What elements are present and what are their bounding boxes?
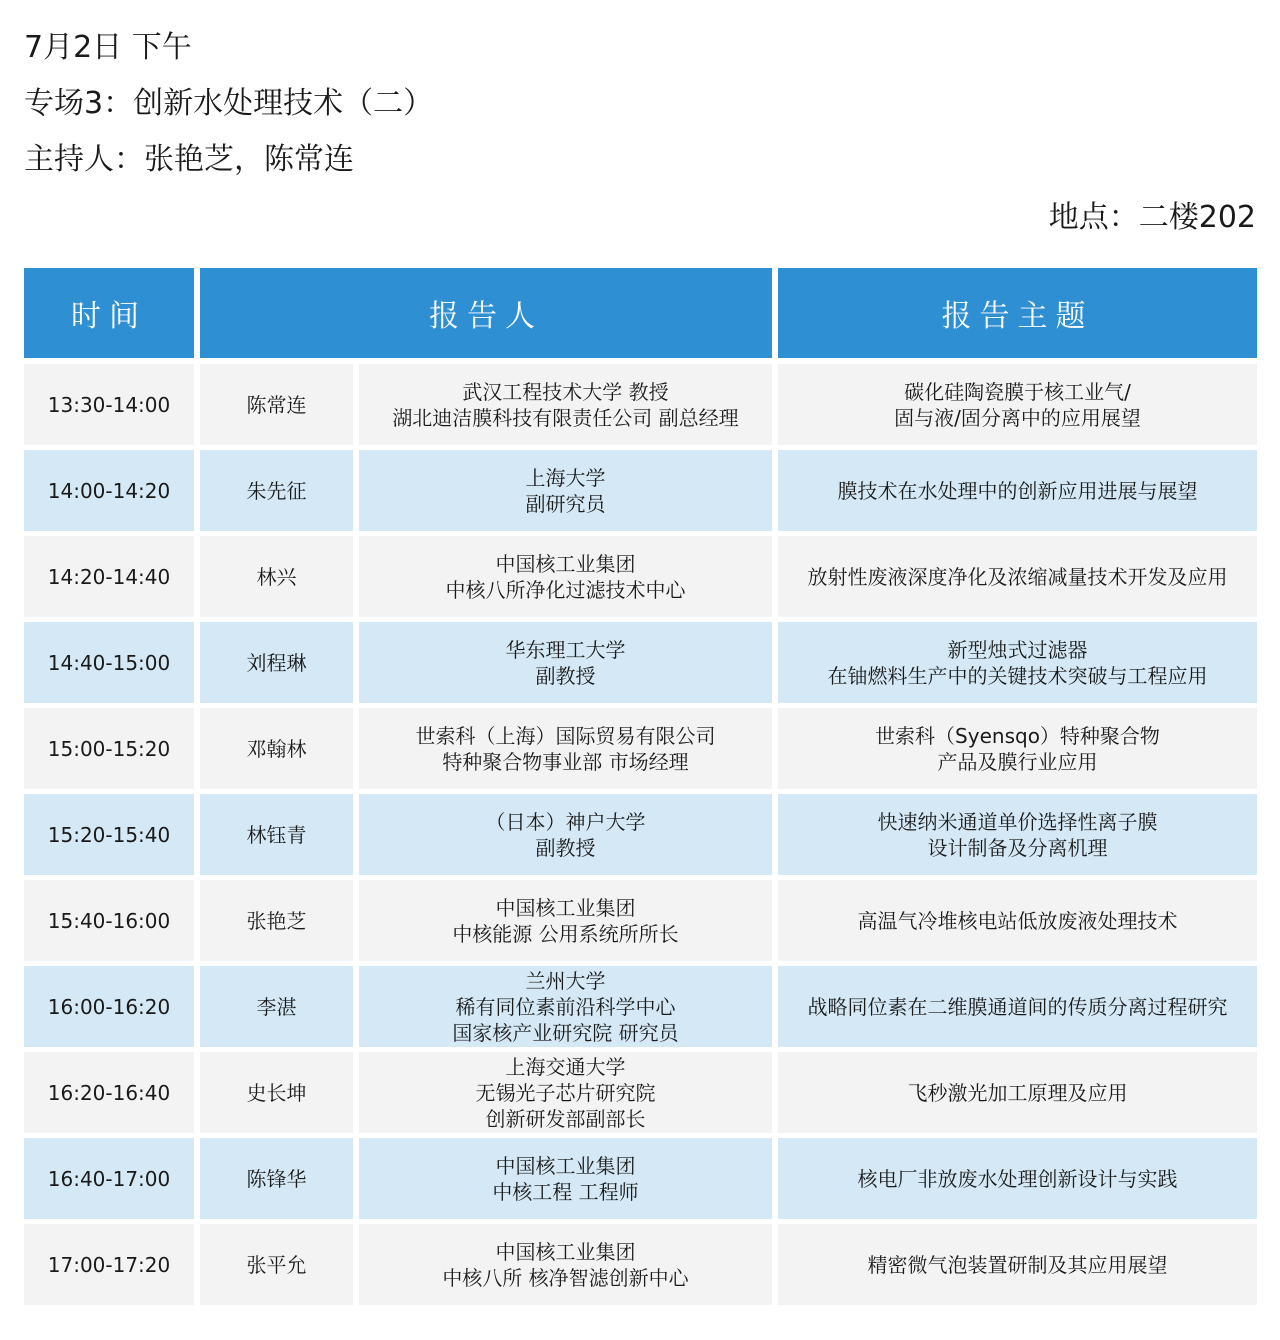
time-cell: 16:00-16:20 bbox=[24, 966, 194, 1047]
topic-line: 精密微气泡装置研制及其应用展望 bbox=[867, 1252, 1168, 1277]
table-row bbox=[24, 622, 1257, 703]
time-cell: 14:00-14:20 bbox=[24, 450, 194, 531]
table-row bbox=[24, 966, 1257, 1047]
schedule-table bbox=[24, 268, 1257, 1310]
speaker-affiliation-cell bbox=[359, 1138, 772, 1219]
affiliation-line: 副研究员 bbox=[525, 491, 606, 516]
affiliation-line: 湖北迪洁膜科技有限责任公司 副总经理 bbox=[392, 405, 739, 430]
speaker-name-cell: 陈锋华 bbox=[200, 1138, 353, 1219]
table-row bbox=[24, 880, 1257, 961]
speaker-affiliation-cell bbox=[359, 794, 772, 875]
topic-cell bbox=[778, 450, 1257, 531]
topic-line: 高温气冷堆核电站低放废液处理技术 bbox=[857, 908, 1178, 933]
time-cell: 15:40-16:00 bbox=[24, 880, 194, 961]
table-row bbox=[24, 450, 1257, 531]
speaker-affiliation-cell bbox=[359, 450, 772, 531]
table-row bbox=[24, 1138, 1257, 1219]
session-title: 专场3：创新水处理技术（二） bbox=[24, 86, 434, 121]
time-cell: 14:40-15:00 bbox=[24, 622, 194, 703]
affiliation-line: 特种聚合物事业部 市场经理 bbox=[442, 749, 689, 774]
affiliation-line: （日本）神户大学 bbox=[485, 809, 646, 834]
topic-line: 快速纳米通道单价选择性离子膜 bbox=[877, 809, 1158, 834]
topic-line: 膜技术在水处理中的创新应用进展与展望 bbox=[837, 478, 1198, 503]
topic-line: 放射性废液深度净化及浓缩减量技术开发及应用 bbox=[807, 564, 1228, 589]
topic-line: 设计制备及分离机理 bbox=[927, 835, 1108, 860]
speaker-affiliation-cell bbox=[359, 1224, 772, 1305]
affiliation-line: 兰州大学 bbox=[525, 968, 606, 993]
speaker-affiliation-cell bbox=[359, 536, 772, 617]
topic-cell bbox=[778, 1224, 1257, 1305]
table-row bbox=[24, 708, 1257, 789]
affiliation-line: 稀有同位素前沿科学中心 bbox=[455, 994, 676, 1019]
topic-cell bbox=[778, 794, 1257, 875]
speaker-name-cell: 林兴 bbox=[200, 536, 353, 617]
time-cell: 17:00-17:20 bbox=[24, 1224, 194, 1305]
session-date: 7月2日 下午 bbox=[24, 30, 192, 65]
session-venue: 地点：二楼202 bbox=[1048, 200, 1256, 235]
speaker-name-cell: 邓翰林 bbox=[200, 708, 353, 789]
column-header-time: 时间 bbox=[24, 268, 194, 358]
affiliation-line: 上海交通大学 bbox=[505, 1054, 626, 1079]
topic-cell bbox=[778, 1052, 1257, 1133]
topic-cell bbox=[778, 364, 1257, 445]
table-row bbox=[24, 364, 1257, 445]
topic-line: 战略同位素在二维膜通道间的传质分离过程研究 bbox=[807, 994, 1228, 1019]
speaker-name-cell: 林钰青 bbox=[200, 794, 353, 875]
topic-line: 世索科（Syensqo）特种聚合物 bbox=[875, 723, 1160, 748]
speaker-name-cell: 张平允 bbox=[200, 1224, 353, 1305]
table-row bbox=[24, 1224, 1257, 1305]
affiliation-line: 华东理工大学 bbox=[505, 637, 626, 662]
affiliation-line: 中核八所 核净智滤创新中心 bbox=[442, 1265, 689, 1290]
topic-line: 固与液/固分离中的应用展望 bbox=[894, 405, 1141, 430]
column-header-speaker: 报告人 bbox=[200, 268, 772, 358]
time-cell: 16:20-16:40 bbox=[24, 1052, 194, 1133]
affiliation-line: 中核能源 公用系统所所长 bbox=[452, 921, 679, 946]
speaker-affiliation-cell bbox=[359, 1052, 772, 1133]
time-cell: 16:40-17:00 bbox=[24, 1138, 194, 1219]
topic-cell bbox=[778, 1138, 1257, 1219]
affiliation-line: 中国核工业集团 bbox=[495, 1239, 636, 1264]
time-cell: 15:00-15:20 bbox=[24, 708, 194, 789]
affiliation-line: 国家核产业研究院 研究员 bbox=[452, 1020, 679, 1045]
session-hosts: 主持人：张艳芝，陈常连 bbox=[24, 142, 354, 177]
table-body bbox=[24, 364, 1257, 1305]
affiliation-line: 副教授 bbox=[535, 835, 596, 860]
speaker-affiliation-cell bbox=[359, 622, 772, 703]
speaker-name-cell: 朱先征 bbox=[200, 450, 353, 531]
speaker-name-cell: 陈常连 bbox=[200, 364, 353, 445]
time-cell: 14:20-14:40 bbox=[24, 536, 194, 617]
topic-line: 新型烛式过滤器 bbox=[947, 637, 1088, 662]
affiliation-line: 创新研发部副部长 bbox=[485, 1106, 646, 1131]
affiliation-line: 中国核工业集团 bbox=[495, 551, 636, 576]
topic-line: 碳化硅陶瓷膜于核工业气/ bbox=[904, 379, 1131, 404]
time-cell: 15:20-15:40 bbox=[24, 794, 194, 875]
affiliation-line: 中核八所净化过滤技术中心 bbox=[445, 577, 686, 602]
speaker-name-cell: 刘程琳 bbox=[200, 622, 353, 703]
topic-line: 核电厂非放废水处理创新设计与实践 bbox=[857, 1166, 1178, 1191]
topic-cell bbox=[778, 536, 1257, 617]
affiliation-line: 上海大学 bbox=[525, 465, 606, 490]
affiliation-line: 中国核工业集团 bbox=[495, 1153, 636, 1178]
table-row bbox=[24, 794, 1257, 875]
speaker-affiliation-cell bbox=[359, 364, 772, 445]
session-header bbox=[24, 20, 1256, 188]
topic-line: 产品及膜行业应用 bbox=[937, 749, 1098, 774]
speaker-affiliation-cell bbox=[359, 880, 772, 961]
topic-line: 在铀燃料生产中的关键技术突破与工程应用 bbox=[827, 663, 1208, 688]
affiliation-line: 世索科（上海）国际贸易有限公司 bbox=[415, 723, 716, 748]
speaker-name-cell: 李湛 bbox=[200, 966, 353, 1047]
topic-cell bbox=[778, 708, 1257, 789]
topic-cell bbox=[778, 966, 1257, 1047]
table-header bbox=[24, 268, 1257, 358]
affiliation-line: 中核工程 工程师 bbox=[492, 1179, 639, 1204]
speaker-affiliation-cell bbox=[359, 966, 772, 1047]
topic-cell bbox=[778, 622, 1257, 703]
speaker-affiliation-cell bbox=[359, 708, 772, 789]
affiliation-line: 无锡光子芯片研究院 bbox=[475, 1080, 656, 1105]
column-header-topic: 报告主题 bbox=[778, 268, 1257, 358]
speaker-name-cell: 张艳芝 bbox=[200, 880, 353, 961]
affiliation-line: 武汉工程技术大学 教授 bbox=[462, 379, 669, 404]
time-cell: 13:30-14:00 bbox=[24, 364, 194, 445]
topic-line: 飞秒激光加工原理及应用 bbox=[907, 1080, 1128, 1105]
topic-cell bbox=[778, 880, 1257, 961]
affiliation-line: 副教授 bbox=[535, 663, 596, 688]
table-row bbox=[24, 536, 1257, 617]
affiliation-line: 中国核工业集团 bbox=[495, 895, 636, 920]
table-row bbox=[24, 1052, 1257, 1133]
speaker-name-cell: 史长坤 bbox=[200, 1052, 353, 1133]
